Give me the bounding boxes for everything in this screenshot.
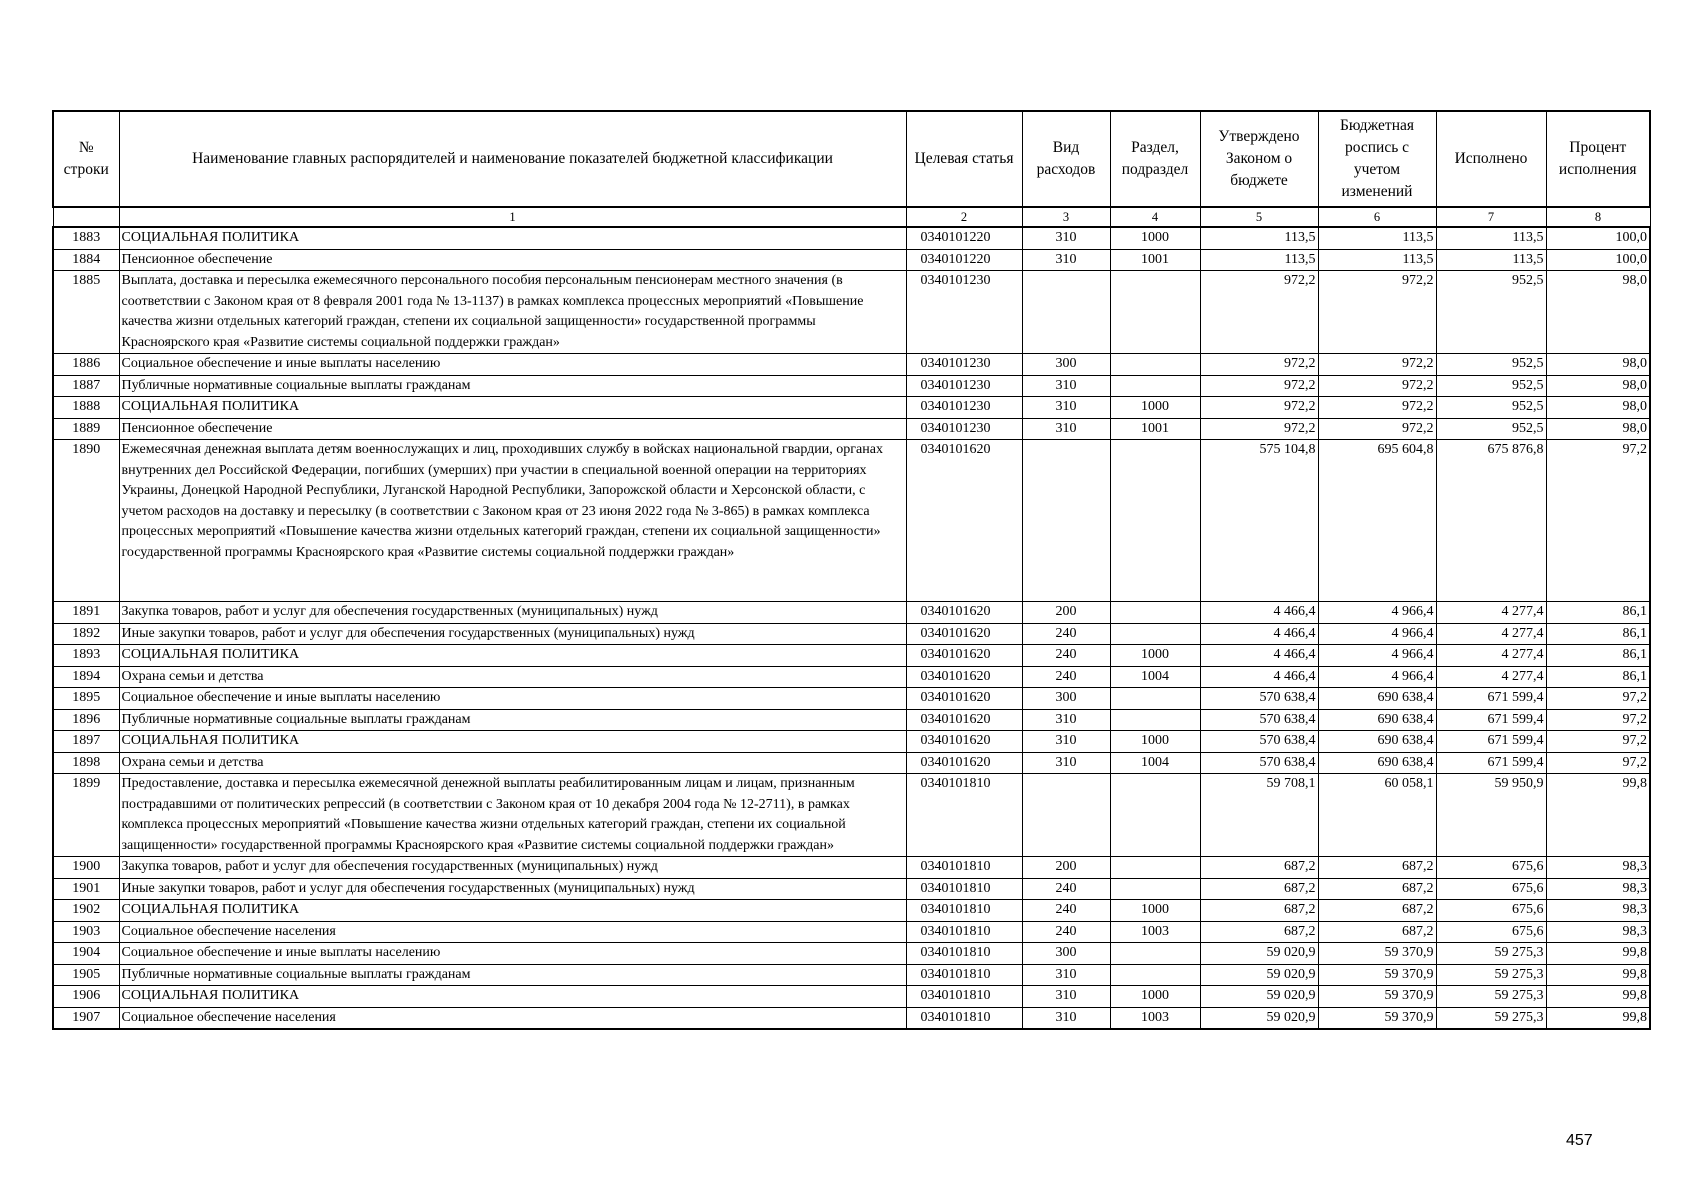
row-number-cell: 1901 xyxy=(53,878,119,900)
target-article-cell: 0340101620 xyxy=(906,752,1022,774)
section-cell: 1000 xyxy=(1110,900,1200,922)
approved-amount-cell: 575 104,8 xyxy=(1200,440,1318,602)
percent-cell: 97,2 xyxy=(1546,688,1650,710)
table-row xyxy=(53,752,1650,774)
executed-amount-cell: 113,5 xyxy=(1436,227,1546,249)
table-row xyxy=(53,709,1650,731)
row-name-cell: Охрана семьи и детства xyxy=(119,666,906,688)
budget-amount-cell: 687,2 xyxy=(1318,921,1436,943)
row-name-cell: Пенсионное обеспечение xyxy=(119,418,906,440)
executed-amount-cell: 952,5 xyxy=(1436,354,1546,376)
column-number-cell: 7 xyxy=(1436,207,1546,227)
approved-amount-cell: 570 638,4 xyxy=(1200,688,1318,710)
section-cell: 1000 xyxy=(1110,645,1200,667)
table-row xyxy=(53,1007,1650,1029)
expense-type-cell: 240 xyxy=(1022,623,1110,645)
percent-cell: 100,0 xyxy=(1546,249,1650,271)
approved-amount-cell: 4 466,4 xyxy=(1200,666,1318,688)
budget-table xyxy=(52,110,1651,1030)
target-article-cell: 0340101810 xyxy=(906,986,1022,1008)
budget-amount-cell: 113,5 xyxy=(1318,227,1436,249)
target-article-cell: 0340101230 xyxy=(906,354,1022,376)
approved-amount-cell: 972,2 xyxy=(1200,397,1318,419)
percent-cell: 99,8 xyxy=(1546,964,1650,986)
section-cell: 1001 xyxy=(1110,249,1200,271)
row-number-cell: 1894 xyxy=(53,666,119,688)
column-number-cell: 8 xyxy=(1546,207,1650,227)
row-number-cell: 1906 xyxy=(53,986,119,1008)
section-cell: 1000 xyxy=(1110,227,1200,249)
row-name-cell: Социальное обеспечение и иные выплаты населению xyxy=(119,943,906,965)
table-row xyxy=(53,688,1650,710)
row-name-cell: Закупка товаров, работ и услуг для обеспечения государственных (муниципальных) нужд xyxy=(119,857,906,879)
expense-type-cell: 310 xyxy=(1022,249,1110,271)
executed-amount-cell: 4 277,4 xyxy=(1436,623,1546,645)
column-number-cell: 3 xyxy=(1022,207,1110,227)
expense-type-cell: 300 xyxy=(1022,943,1110,965)
col-header-target-article: Целевая статья xyxy=(906,111,1022,207)
target-article-cell: 0340101230 xyxy=(906,418,1022,440)
budget-amount-cell: 59 370,9 xyxy=(1318,1007,1436,1029)
table-row xyxy=(53,645,1650,667)
table-row xyxy=(53,774,1650,857)
expense-type-cell: 310 xyxy=(1022,227,1110,249)
row-number-cell: 1899 xyxy=(53,774,119,857)
row-name-cell: Публичные нормативные социальные выплаты гражданам xyxy=(119,709,906,731)
row-number-cell: 1898 xyxy=(53,752,119,774)
expense-type-cell: 310 xyxy=(1022,986,1110,1008)
approved-amount-cell: 4 466,4 xyxy=(1200,645,1318,667)
target-article-cell: 0340101230 xyxy=(906,271,1022,354)
percent-cell: 97,2 xyxy=(1546,731,1650,753)
target-article-cell: 0340101620 xyxy=(906,709,1022,731)
target-article-cell: 0340101810 xyxy=(906,878,1022,900)
budget-amount-cell: 113,5 xyxy=(1318,249,1436,271)
column-number-cell: 6 xyxy=(1318,207,1436,227)
approved-amount-cell: 972,2 xyxy=(1200,354,1318,376)
expense-type-cell: 300 xyxy=(1022,354,1110,376)
section-cell xyxy=(1110,688,1200,710)
section-cell xyxy=(1110,271,1200,354)
table-row xyxy=(53,921,1650,943)
target-article-cell: 0340101810 xyxy=(906,857,1022,879)
section-cell xyxy=(1110,602,1200,624)
executed-amount-cell: 675,6 xyxy=(1436,857,1546,879)
target-article-cell: 0340101620 xyxy=(906,666,1022,688)
percent-cell: 86,1 xyxy=(1546,645,1650,667)
col-header-approved: Утверждено Законом о бюджете xyxy=(1200,111,1318,207)
budget-amount-cell: 4 966,4 xyxy=(1318,666,1436,688)
row-name-cell: Социальное обеспечение населения xyxy=(119,1007,906,1029)
approved-amount-cell: 113,5 xyxy=(1200,227,1318,249)
target-article-cell: 0340101220 xyxy=(906,227,1022,249)
table-row xyxy=(53,986,1650,1008)
row-number-cell: 1889 xyxy=(53,418,119,440)
approved-amount-cell: 4 466,4 xyxy=(1200,602,1318,624)
row-name-cell: СОЦИАЛЬНАЯ ПОЛИТИКА xyxy=(119,645,906,667)
table-row xyxy=(53,418,1650,440)
section-cell: 1003 xyxy=(1110,1007,1200,1029)
budget-amount-cell: 972,2 xyxy=(1318,418,1436,440)
target-article-cell: 0340101810 xyxy=(906,964,1022,986)
budget-amount-cell: 972,2 xyxy=(1318,375,1436,397)
table-row xyxy=(53,857,1650,879)
percent-cell: 97,2 xyxy=(1546,709,1650,731)
target-article-cell: 0340101620 xyxy=(906,645,1022,667)
target-article-cell: 0340101620 xyxy=(906,602,1022,624)
percent-cell: 98,3 xyxy=(1546,900,1650,922)
budget-amount-cell: 690 638,4 xyxy=(1318,709,1436,731)
row-name-cell: Предоставление, доставка и пересылка ежемесячной денежной выплаты реабилитированным лицам и лицам, признанным пострадавшими от политических репрессий (в соответствии с Законом края от 10 декабря 2004 года № 12-2711), в рамках комплекса процессных мероприятий «Повышение качества жизни отдельных категорий граждан, степени их социальной защищенности» государственной программы Красноярского края «Развитие системы социальной поддержки граждан» xyxy=(119,774,906,857)
executed-amount-cell: 675 876,8 xyxy=(1436,440,1546,602)
row-number-cell: 1891 xyxy=(53,602,119,624)
budget-amount-cell: 59 370,9 xyxy=(1318,964,1436,986)
percent-cell: 86,1 xyxy=(1546,666,1650,688)
row-name-cell: Закупка товаров, работ и услуг для обеспечения государственных (муниципальных) нужд xyxy=(119,602,906,624)
expense-type-cell: 310 xyxy=(1022,964,1110,986)
approved-amount-cell: 59 020,9 xyxy=(1200,964,1318,986)
row-name-cell: Социальное обеспечение населения xyxy=(119,921,906,943)
expense-type-cell xyxy=(1022,271,1110,354)
section-cell xyxy=(1110,857,1200,879)
table-row xyxy=(53,397,1650,419)
executed-amount-cell: 4 277,4 xyxy=(1436,602,1546,624)
row-number-cell: 1904 xyxy=(53,943,119,965)
approved-amount-cell: 972,2 xyxy=(1200,375,1318,397)
column-number-cell xyxy=(53,207,119,227)
budget-amount-cell: 59 370,9 xyxy=(1318,943,1436,965)
row-number-cell: 1887 xyxy=(53,375,119,397)
section-cell: 1003 xyxy=(1110,921,1200,943)
target-article-cell: 0340101810 xyxy=(906,774,1022,857)
expense-type-cell xyxy=(1022,774,1110,857)
column-number-row xyxy=(53,207,1650,227)
expense-type-cell: 310 xyxy=(1022,752,1110,774)
section-cell: 1004 xyxy=(1110,752,1200,774)
row-name-cell: СОЦИАЛЬНАЯ ПОЛИТИКА xyxy=(119,986,906,1008)
row-number-cell: 1892 xyxy=(53,623,119,645)
budget-amount-cell: 60 058,1 xyxy=(1318,774,1436,857)
column-number-cell: 5 xyxy=(1200,207,1318,227)
executed-amount-cell: 59 275,3 xyxy=(1436,1007,1546,1029)
expense-type-cell: 240 xyxy=(1022,900,1110,922)
percent-cell: 100,0 xyxy=(1546,227,1650,249)
row-name-cell: Пенсионное обеспечение xyxy=(119,249,906,271)
expense-type-cell: 310 xyxy=(1022,1007,1110,1029)
percent-cell: 98,0 xyxy=(1546,375,1650,397)
row-number-cell: 1884 xyxy=(53,249,119,271)
executed-amount-cell: 671 599,4 xyxy=(1436,731,1546,753)
section-cell xyxy=(1110,774,1200,857)
column-number-cell: 2 xyxy=(906,207,1022,227)
col-header-section: Раздел, подраздел xyxy=(1110,111,1200,207)
expense-type-cell xyxy=(1022,440,1110,602)
row-number-cell: 1900 xyxy=(53,857,119,879)
row-name-cell: Иные закупки товаров, работ и услуг для обеспечения государственных (муниципальных) нужд xyxy=(119,878,906,900)
row-number-cell: 1896 xyxy=(53,709,119,731)
row-number-cell: 1886 xyxy=(53,354,119,376)
row-name-cell: Социальное обеспечение и иные выплаты населению xyxy=(119,688,906,710)
budget-amount-cell: 972,2 xyxy=(1318,354,1436,376)
row-name-cell: Охрана семьи и детства xyxy=(119,752,906,774)
budget-amount-cell: 59 370,9 xyxy=(1318,986,1436,1008)
expense-type-cell: 300 xyxy=(1022,688,1110,710)
section-cell: 1000 xyxy=(1110,397,1200,419)
row-number-cell: 1902 xyxy=(53,900,119,922)
row-number-cell: 1888 xyxy=(53,397,119,419)
page-number: 457 xyxy=(1566,1132,1593,1149)
approved-amount-cell: 570 638,4 xyxy=(1200,731,1318,753)
expense-type-cell: 310 xyxy=(1022,709,1110,731)
executed-amount-cell: 675,6 xyxy=(1436,878,1546,900)
row-name-cell: Выплата, доставка и пересылка ежемесячного персонального пособия персональным пенсионерам местного значения (в соответствии с Законом края от 8 февраля 2001 года № 13-1137) в рамках комплекса процессных мероприятий «Повышение качества жизни отдельных категорий граждан, степени их социальной защищенности» государственной программы Красноярского края «Развитие системы социальной поддержки граждан» xyxy=(119,271,906,354)
expense-type-cell: 240 xyxy=(1022,666,1110,688)
target-article-cell: 0340101230 xyxy=(906,375,1022,397)
budget-amount-cell: 687,2 xyxy=(1318,900,1436,922)
row-name-cell: СОЦИАЛЬНАЯ ПОЛИТИКА xyxy=(119,397,906,419)
executed-amount-cell: 952,5 xyxy=(1436,397,1546,419)
table-row xyxy=(53,375,1650,397)
expense-type-cell: 310 xyxy=(1022,418,1110,440)
budget-amount-cell: 4 966,4 xyxy=(1318,623,1436,645)
section-cell: 1004 xyxy=(1110,666,1200,688)
row-name-cell: Ежемесячная денежная выплата детям военнослужащих и лиц, проходивших службу в войсках национальной гвардии, органах внутренних дел Российской Федерации, погибших (умерших) при участии в специальной военной операции на территориях Украины, Донецкой Народной Республики, Луганской Народной Республики, Запорожской области и Херсонской области, с учетом расходов на доставку и пересылку (в соответствии с Законом края от 23 июня 2022 года № 3-865) в рамках комплекса процессных мероприятий «Повышение качества жизни отдельных категорий граждан, степени их социальной защищенности» государственной программы Красноярского края «Развитие системы социальной поддержки граждан» xyxy=(119,440,906,602)
section-cell xyxy=(1110,878,1200,900)
percent-cell: 86,1 xyxy=(1546,623,1650,645)
executed-amount-cell: 952,5 xyxy=(1436,271,1546,354)
approved-amount-cell: 570 638,4 xyxy=(1200,709,1318,731)
expense-type-cell: 200 xyxy=(1022,857,1110,879)
budget-amount-cell: 4 966,4 xyxy=(1318,645,1436,667)
section-cell: 1000 xyxy=(1110,731,1200,753)
approved-amount-cell: 687,2 xyxy=(1200,921,1318,943)
section-cell xyxy=(1110,709,1200,731)
row-name-cell: СОЦИАЛЬНАЯ ПОЛИТИКА xyxy=(119,900,906,922)
table-row xyxy=(53,900,1650,922)
approved-amount-cell: 687,2 xyxy=(1200,900,1318,922)
row-number-cell: 1890 xyxy=(53,440,119,602)
approved-amount-cell: 59 020,9 xyxy=(1200,1007,1318,1029)
approved-amount-cell: 687,2 xyxy=(1200,878,1318,900)
table-row xyxy=(53,602,1650,624)
percent-cell: 97,2 xyxy=(1546,440,1650,602)
row-number-cell: 1903 xyxy=(53,921,119,943)
table-row xyxy=(53,249,1650,271)
percent-cell: 98,3 xyxy=(1546,921,1650,943)
executed-amount-cell: 59 275,3 xyxy=(1436,943,1546,965)
row-number-cell: 1883 xyxy=(53,227,119,249)
col-header-percent: Процент исполнения xyxy=(1546,111,1650,207)
table-row xyxy=(53,440,1650,602)
target-article-cell: 0340101810 xyxy=(906,943,1022,965)
table-row xyxy=(53,943,1650,965)
executed-amount-cell: 4 277,4 xyxy=(1436,666,1546,688)
table-row xyxy=(53,666,1650,688)
executed-amount-cell: 952,5 xyxy=(1436,418,1546,440)
percent-cell: 99,8 xyxy=(1546,986,1650,1008)
percent-cell: 98,3 xyxy=(1546,857,1650,879)
row-name-cell: Иные закупки товаров, работ и услуг для обеспечения государственных (муниципальных) нужд xyxy=(119,623,906,645)
col-header-name: Наименование главных распорядителей и наименование показателей бюджетной классификации xyxy=(119,111,906,207)
section-cell xyxy=(1110,943,1200,965)
header-row xyxy=(53,111,1650,207)
percent-cell: 98,3 xyxy=(1546,878,1650,900)
percent-cell: 98,0 xyxy=(1546,397,1650,419)
table-row xyxy=(53,964,1650,986)
percent-cell: 86,1 xyxy=(1546,602,1650,624)
budget-amount-cell: 687,2 xyxy=(1318,878,1436,900)
section-cell: 1001 xyxy=(1110,418,1200,440)
percent-cell: 99,8 xyxy=(1546,774,1650,857)
row-number-cell: 1907 xyxy=(53,1007,119,1029)
col-header-row-number: № строки xyxy=(53,111,119,207)
budget-amount-cell: 972,2 xyxy=(1318,397,1436,419)
col-header-budget-schedule: Бюджетная роспись с учетом изменений xyxy=(1318,111,1436,207)
budget-amount-cell: 4 966,4 xyxy=(1318,602,1436,624)
executed-amount-cell: 675,6 xyxy=(1436,921,1546,943)
table-row xyxy=(53,878,1650,900)
budget-amount-cell: 690 638,4 xyxy=(1318,688,1436,710)
budget-amount-cell: 972,2 xyxy=(1318,271,1436,354)
expense-type-cell: 200 xyxy=(1022,602,1110,624)
budget-amount-cell: 690 638,4 xyxy=(1318,752,1436,774)
approved-amount-cell: 59 020,9 xyxy=(1200,943,1318,965)
approved-amount-cell: 972,2 xyxy=(1200,271,1318,354)
row-name-cell: Публичные нормативные социальные выплаты гражданам xyxy=(119,964,906,986)
approved-amount-cell: 59 020,9 xyxy=(1200,986,1318,1008)
approved-amount-cell: 972,2 xyxy=(1200,418,1318,440)
row-name-cell: Публичные нормативные социальные выплаты гражданам xyxy=(119,375,906,397)
section-cell xyxy=(1110,375,1200,397)
section-cell xyxy=(1110,354,1200,376)
section-cell xyxy=(1110,964,1200,986)
approved-amount-cell: 59 708,1 xyxy=(1200,774,1318,857)
target-article-cell: 0340101810 xyxy=(906,900,1022,922)
table-row xyxy=(53,731,1650,753)
budget-amount-cell: 690 638,4 xyxy=(1318,731,1436,753)
executed-amount-cell: 952,5 xyxy=(1436,375,1546,397)
target-article-cell: 0340101620 xyxy=(906,731,1022,753)
table-row xyxy=(53,227,1650,249)
expense-type-cell: 310 xyxy=(1022,397,1110,419)
row-name-cell: СОЦИАЛЬНАЯ ПОЛИТИКА xyxy=(119,227,906,249)
expense-type-cell: 240 xyxy=(1022,878,1110,900)
target-article-cell: 0340101620 xyxy=(906,623,1022,645)
percent-cell: 99,8 xyxy=(1546,943,1650,965)
target-article-cell: 0340101810 xyxy=(906,921,1022,943)
table-row xyxy=(53,623,1650,645)
executed-amount-cell: 59 275,3 xyxy=(1436,986,1546,1008)
approved-amount-cell: 4 466,4 xyxy=(1200,623,1318,645)
row-name-cell: СОЦИАЛЬНАЯ ПОЛИТИКА xyxy=(119,731,906,753)
expense-type-cell: 310 xyxy=(1022,731,1110,753)
executed-amount-cell: 675,6 xyxy=(1436,900,1546,922)
executed-amount-cell: 113,5 xyxy=(1436,249,1546,271)
section-cell xyxy=(1110,440,1200,602)
row-name-cell: Социальное обеспечение и иные выплаты населению xyxy=(119,354,906,376)
executed-amount-cell: 671 599,4 xyxy=(1436,752,1546,774)
target-article-cell: 0340101810 xyxy=(906,1007,1022,1029)
expense-type-cell: 310 xyxy=(1022,375,1110,397)
approved-amount-cell: 687,2 xyxy=(1200,857,1318,879)
expense-type-cell: 240 xyxy=(1022,921,1110,943)
table-row xyxy=(53,354,1650,376)
target-article-cell: 0340101230 xyxy=(906,397,1022,419)
row-number-cell: 1885 xyxy=(53,271,119,354)
row-number-cell: 1897 xyxy=(53,731,119,753)
expense-type-cell: 240 xyxy=(1022,645,1110,667)
executed-amount-cell: 4 277,4 xyxy=(1436,645,1546,667)
approved-amount-cell: 570 638,4 xyxy=(1200,752,1318,774)
col-header-executed: Исполнено xyxy=(1436,111,1546,207)
table-row xyxy=(53,271,1650,354)
executed-amount-cell: 59 950,9 xyxy=(1436,774,1546,857)
target-article-cell: 0340101220 xyxy=(906,249,1022,271)
target-article-cell: 0340101620 xyxy=(906,440,1022,602)
percent-cell: 97,2 xyxy=(1546,752,1650,774)
percent-cell: 99,8 xyxy=(1546,1007,1650,1029)
percent-cell: 98,0 xyxy=(1546,271,1650,354)
col-header-expense-type: Вид расходов xyxy=(1022,111,1110,207)
section-cell: 1000 xyxy=(1110,986,1200,1008)
executed-amount-cell: 671 599,4 xyxy=(1436,709,1546,731)
executed-amount-cell: 59 275,3 xyxy=(1436,964,1546,986)
row-number-cell: 1895 xyxy=(53,688,119,710)
executed-amount-cell: 671 599,4 xyxy=(1436,688,1546,710)
column-number-cell: 4 xyxy=(1110,207,1200,227)
row-number-cell: 1905 xyxy=(53,964,119,986)
budget-amount-cell: 695 604,8 xyxy=(1318,440,1436,602)
approved-amount-cell: 113,5 xyxy=(1200,249,1318,271)
row-number-cell: 1893 xyxy=(53,645,119,667)
percent-cell: 98,0 xyxy=(1546,354,1650,376)
target-article-cell: 0340101620 xyxy=(906,688,1022,710)
section-cell xyxy=(1110,623,1200,645)
percent-cell: 98,0 xyxy=(1546,418,1650,440)
budget-amount-cell: 687,2 xyxy=(1318,857,1436,879)
column-number-cell: 1 xyxy=(119,207,906,227)
